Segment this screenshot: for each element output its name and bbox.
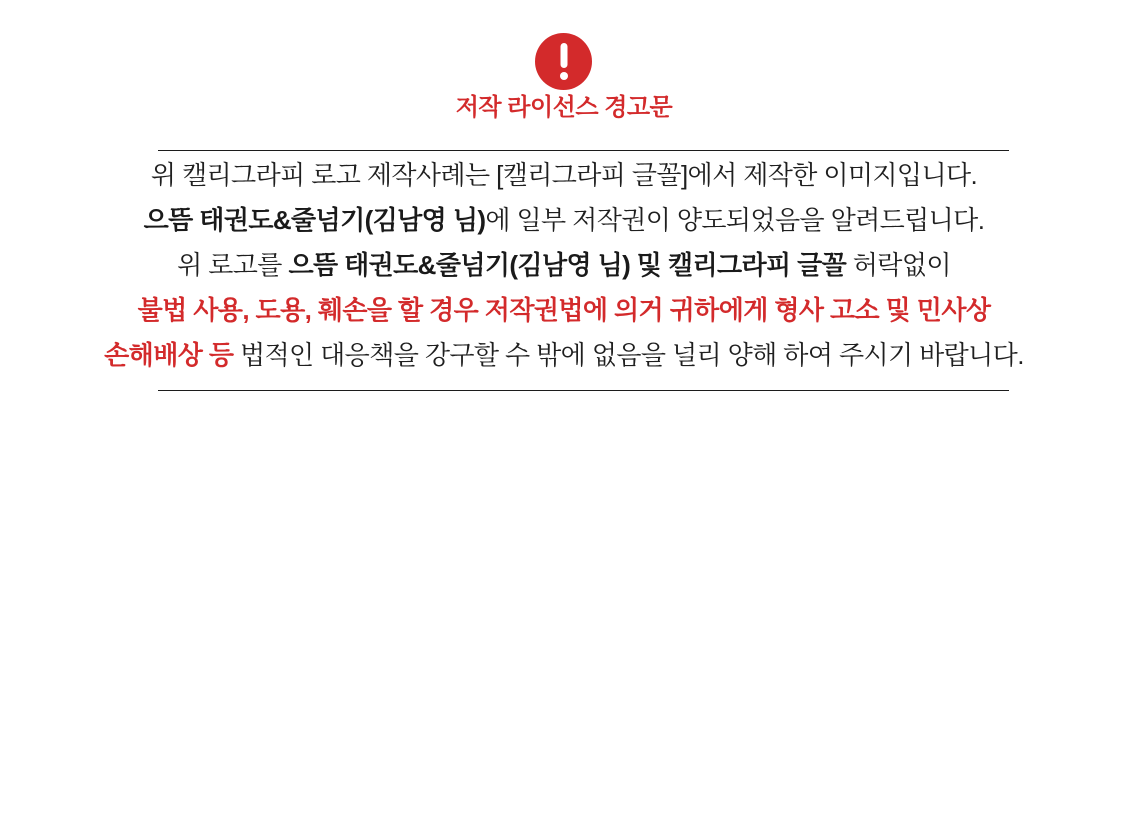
notice-line-3 — [0, 243, 1128, 288]
notice-line-1 — [0, 153, 1128, 198]
notice-line-5 — [0, 333, 1128, 378]
notice-line-4-red-text: 불법 사용, 도용, 훼손을 할 경우 저작권법에 의거 귀하에게 형사 고소 및 민사상 — [137, 295, 991, 325]
notice-line-2-text: 에 일부 저작권이 양도되었음을 알려드립니다. — [485, 205, 985, 235]
notice-line-5-red-text: 손해배상 등 — [104, 340, 234, 370]
exclamation-dot — [560, 72, 568, 80]
notice-line-1-text: 위 캘리그라피 로고 제작사례는 [캘리그라피 글꼴]에서 제작한 이미지입니다. — [150, 160, 978, 190]
notice-line-4 — [0, 288, 1128, 333]
warning-exclamation-icon — [535, 33, 592, 90]
notice-body — [0, 153, 1128, 378]
notice-line-3-bold-text: 으뜸 태권도&줄넘기(김남영 님) 및 캘리그라피 글꼴 — [288, 250, 847, 280]
exclamation-bar — [560, 43, 567, 68]
notice-line-3-text-a: 위 로고를 — [177, 250, 289, 280]
notice-line-2-bold-text: 으뜸 태권도&줄넘기(김남영 님) — [143, 205, 486, 235]
notice-line-2 — [0, 198, 1128, 243]
divider-top — [158, 150, 1009, 151]
notice-title: 저작 라이선스 경고문 — [455, 94, 673, 121]
divider-bottom — [158, 390, 1009, 391]
notice-line-3-text-b: 허락없이 — [846, 250, 951, 280]
notice-line-5-text: 법적인 대응책을 강구할 수 밖에 없음을 널리 양해 하여 주시기 바랍니다. — [233, 340, 1024, 370]
